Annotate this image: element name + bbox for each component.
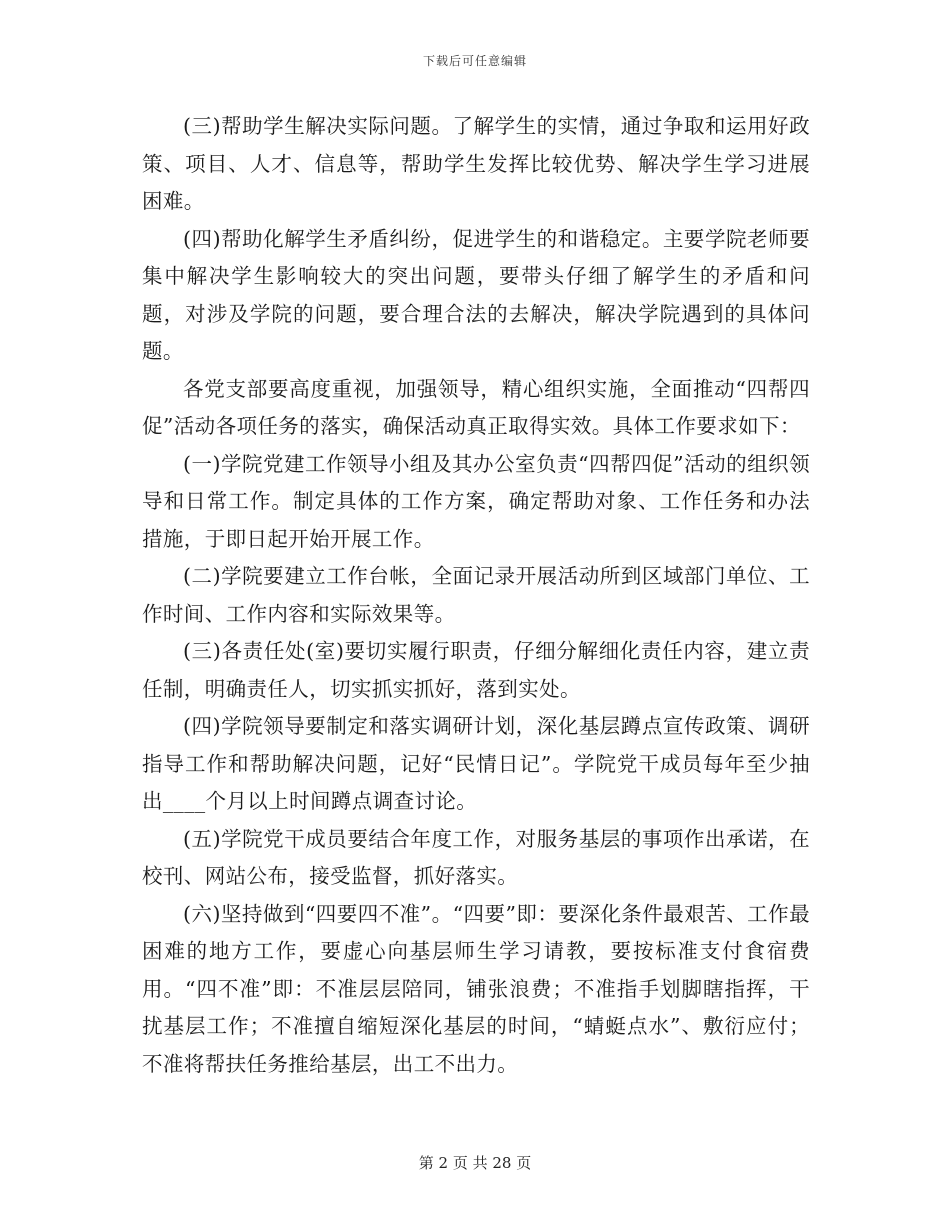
paragraph-responsibility: (三)各责任处(室)要切实履行职责，仔细分解细化责任内容，建立责任制，明确责任人，切实抓实抓好，落到实处。 bbox=[142, 639, 810, 701]
paragraph-leadership-group: (一)学院党建工作领导小组及其办公室负责“四帮四促”活动的组织领导和日常工作。制定具体的工作方案，确定帮助对象、工作任务和办法措施，于即日起开始开展工作。 bbox=[142, 451, 810, 551]
paragraph-four-musts-four-donts: (六)坚持做到“四要四不准”。“四要”即：要深化条件最艰苦、工作最困难的地方工作，要虚心向基层师生学习请教，要按标准支付食宿费用。“四不准”即：不准层层陪同，铺张浪费；不准指手划脚瞎指挥，干扰基层工作；不准擅自缩短深化基层的时间，“蜻蜓点水”、敷衍应付；不准将帮扶任务推给基层，出工不出力。 bbox=[142, 901, 810, 1076]
paragraph-research-plan: (四)学院领导要制定和落实调研计划，深化基层蹲点宣传政策、调研指导工作和帮助解决问题，记好“民情日记”。学院党干成员每年至少抽出____个月以上时间蹲点调查讨论。 bbox=[142, 714, 810, 813]
page-number-footer: 第 2 页 共 28 页 bbox=[418, 1154, 532, 1172]
paragraph-party-branch-requirements: 各党支部要高度重视，加强领导，精心组织实施，全面推动“四帮四促”活动各项任务的落实，确保活动真正取得实效。具体工作要求如下： bbox=[142, 376, 810, 438]
page-header: 下载后可任意编辑 bbox=[422, 54, 527, 68]
paragraph-resolve-disputes: (四)帮助化解学生矛盾纠纷，促进学生的和谐稳定。主要学院老师要集中解决学生影响较大的突出问题，要带头仔细了解学生的矛盾和问题，对涉及学院的问题，要合理合法的去解决，解决学院遇到的具体问题。 bbox=[142, 226, 810, 363]
document-body bbox=[142, 108, 810, 1083]
paragraph-help-solve-problems: (三)帮助学生解决实际问题。了解学生的实情，通过争取和运用好政策、项目、人才、信息等，帮助学生发挥比较优势、解决学生学习进展困难。 bbox=[142, 114, 810, 213]
paragraph-commitments: (五)学院党干成员要结合年度工作，对服务基层的事项作出承诺，在校刊、网站公布，接受监督，抓好落实。 bbox=[142, 826, 810, 888]
paragraph-work-ledger: (二)学院要建立工作台帐，全面记录开展活动所到区域部门单位、工作时间、工作内容和实际效果等。 bbox=[142, 564, 810, 626]
